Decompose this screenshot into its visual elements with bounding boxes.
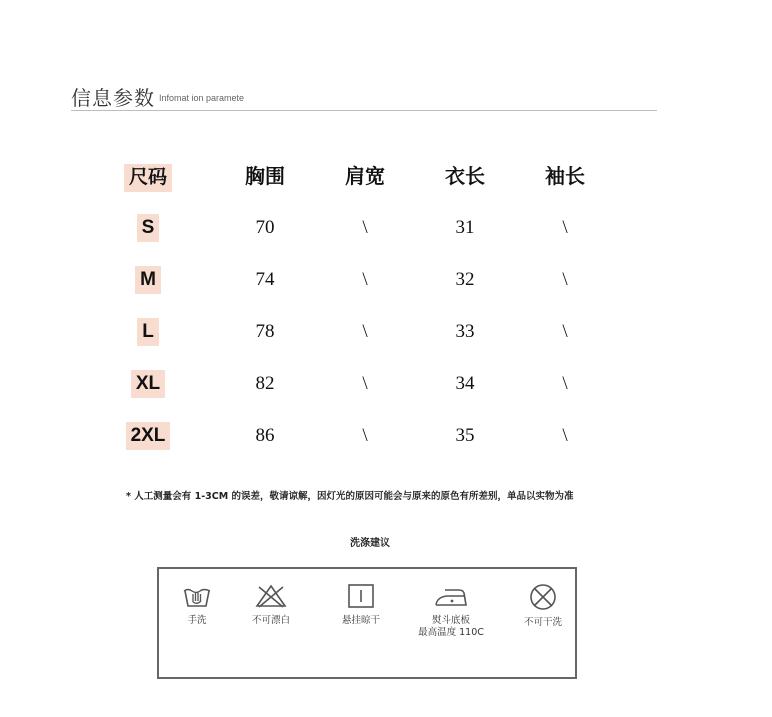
section-header xyxy=(71,80,657,111)
size-cell: M xyxy=(115,260,181,300)
sleeve-cell: \ xyxy=(562,217,568,238)
length-cell: 34 xyxy=(455,373,475,394)
section-subtitle: Infomat ion paramete xyxy=(159,93,245,103)
chest-cell: 74 xyxy=(255,269,275,290)
size-cell: XL xyxy=(115,364,181,404)
length-cell: 33 xyxy=(455,321,475,342)
column-header-length: 衣长 xyxy=(445,164,485,188)
column-header-shoulder: 肩宽 xyxy=(345,164,385,188)
sleeve-cell: \ xyxy=(562,269,568,290)
care-label: 手洗 xyxy=(187,615,207,626)
care-item-no-dry-clean xyxy=(503,583,583,629)
chest-cell: 70 xyxy=(255,217,275,238)
length-cell: 35 xyxy=(455,425,475,446)
line-dry-icon xyxy=(347,583,375,609)
column-header-sleeve: 袖长 xyxy=(545,164,585,188)
chest-cell: 82 xyxy=(255,373,275,394)
care-item-no-bleach xyxy=(231,583,311,627)
care-item-hand-wash xyxy=(157,583,237,627)
shoulder-cell: \ xyxy=(362,269,368,290)
no-bleach-icon xyxy=(254,583,288,609)
iron-icon xyxy=(433,583,469,609)
size-cell: L xyxy=(115,312,181,352)
care-item-line-dry xyxy=(321,583,401,627)
column-header-size: 尺码 xyxy=(115,156,181,196)
size-cell: S xyxy=(115,208,181,248)
shoulder-cell: \ xyxy=(362,321,368,342)
care-item-iron xyxy=(411,583,491,639)
length-cell: 31 xyxy=(455,217,475,238)
care-label: 不可漂白 xyxy=(251,615,290,626)
chest-cell: 78 xyxy=(255,321,275,342)
no-dry-clean-icon xyxy=(528,583,558,611)
care-label: 不可干洗 xyxy=(523,617,562,628)
size-cell: 2XL xyxy=(115,416,181,456)
care-label: 熨斗底板 最高温度 110C xyxy=(418,615,484,638)
shoulder-cell: \ xyxy=(362,217,368,238)
chest-cell: 86 xyxy=(255,425,275,446)
hand-wash-icon xyxy=(182,583,212,609)
care-title: 洗涤建议 xyxy=(350,538,390,549)
length-cell: 32 xyxy=(455,269,475,290)
sleeve-cell: \ xyxy=(562,425,568,446)
section-title: 信息参数 xyxy=(71,86,155,110)
column-header-chest: 胸围 xyxy=(245,164,285,188)
shoulder-cell: \ xyxy=(362,373,368,394)
shoulder-cell: \ xyxy=(362,425,368,446)
sleeve-cell: \ xyxy=(562,321,568,342)
sleeve-cell: \ xyxy=(562,373,568,394)
care-instructions-box xyxy=(157,567,577,679)
care-label: 悬挂晾干 xyxy=(341,615,380,626)
measurement-note: * 人工测量会有 1-3CM 的误差，敬请谅解，因灯光的原因可能会与原来的原色有所差别，单品以实物为准 xyxy=(126,491,574,502)
